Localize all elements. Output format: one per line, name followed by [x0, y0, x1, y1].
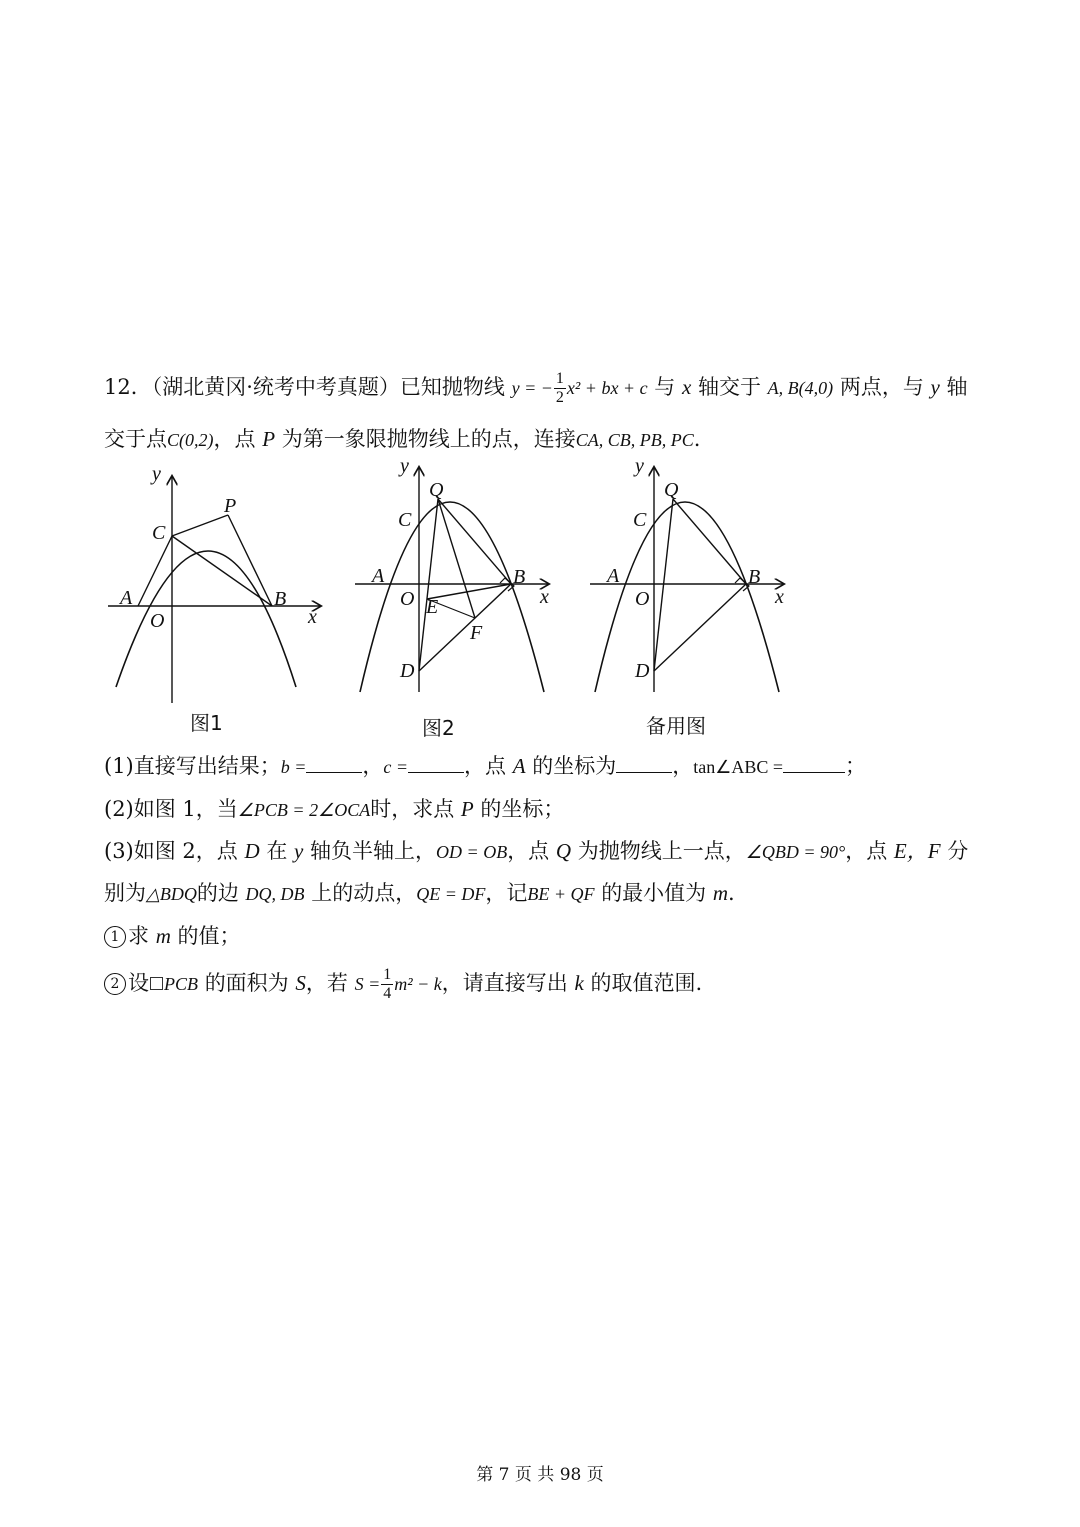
question-text: 轴	[946, 375, 968, 399]
var-Q: Q	[555, 839, 572, 863]
part-2-text: 时，求点	[370, 797, 455, 821]
label-x: x	[775, 586, 784, 608]
frac-num: 1	[555, 370, 564, 387]
segment-CB	[172, 536, 272, 606]
angle-condition: ∠PCB = 2∠OCA	[237, 800, 371, 820]
part-3-text: 在	[266, 839, 288, 863]
separator: ，	[672, 754, 694, 778]
part-3-text: 上的动点，	[311, 881, 417, 905]
part-3-text: ，点	[845, 839, 888, 863]
label-B: B	[513, 566, 526, 588]
parabola	[360, 502, 544, 692]
part-2-text: 的坐标；	[480, 797, 565, 821]
question-text: 已知抛物线	[399, 375, 505, 399]
c-label: c =	[383, 757, 409, 777]
sub-2-text: ，请直接写出	[441, 971, 568, 995]
label-E: E	[426, 596, 439, 618]
sub-question-2	[104, 966, 984, 1003]
sides-DQ-DB: DQ, DB	[245, 884, 305, 904]
var-S: S	[295, 971, 306, 995]
segment-PB	[228, 515, 272, 606]
part-1-prefix: (1)直接写出结果；	[104, 754, 281, 778]
part-3-text: (3)如图 2，点	[104, 839, 238, 863]
label-y: y	[400, 455, 409, 477]
var-P: P	[460, 797, 474, 821]
var-k: k	[574, 971, 584, 995]
label-D: D	[635, 660, 650, 682]
angle-QBD: ∠QBD = 90°	[745, 842, 846, 862]
question-text: .	[693, 427, 701, 451]
segment-QB	[673, 499, 746, 584]
part-2-prefix: (2)如图 1，当	[104, 797, 238, 821]
var-y: y	[294, 839, 304, 863]
label-Q: Q	[664, 479, 679, 501]
question-text: 轴交于	[697, 375, 761, 399]
figure-2	[350, 452, 570, 697]
frac-num: 1	[383, 966, 392, 983]
segment-QD	[419, 499, 438, 671]
label-O: O	[400, 588, 415, 610]
question-text: 与	[654, 375, 676, 399]
part-1-text: 的坐标为	[532, 754, 617, 778]
part-3-text: ，记	[485, 881, 528, 905]
segment-QB	[438, 499, 511, 584]
c-answer-blank[interactable]	[408, 754, 464, 773]
separator: ；	[845, 754, 867, 778]
label-A: A	[120, 587, 133, 609]
part-3-text: 分	[947, 839, 969, 863]
part-3-text: 的边	[196, 881, 239, 905]
segment-DB	[654, 584, 746, 671]
frac-den: 2	[555, 389, 564, 406]
b-label: b =	[280, 757, 307, 777]
label-O: O	[150, 610, 165, 632]
part-3-text: .	[728, 881, 735, 905]
figure-2-diagram	[350, 452, 570, 697]
var-m: m	[155, 924, 171, 948]
separator: ，点	[464, 754, 507, 778]
sub-2-text: ，若	[305, 971, 348, 995]
label-C: C	[398, 509, 412, 531]
figure-1-caption: 图1	[190, 711, 223, 735]
b-answer-blank[interactable]	[306, 754, 362, 773]
question-source: （湖北黄冈·统考中考真题）	[151, 375, 400, 399]
figure-spare-diagram	[585, 452, 805, 697]
label-F: F	[470, 622, 483, 644]
label-Q: Q	[429, 479, 444, 501]
label-O: O	[635, 588, 650, 610]
label-x: x	[540, 586, 549, 608]
circled-number-1: 1	[104, 926, 126, 948]
part-3-text: 轴负半轴上，	[310, 839, 437, 863]
figure-spare-caption: 备用图	[646, 714, 706, 738]
figure-1	[100, 455, 340, 710]
separator: ，	[362, 754, 384, 778]
parabola-eq-rest: x² + bx + c	[566, 378, 648, 398]
eq-QE-DF: QE = DF	[416, 884, 486, 904]
label-C: C	[633, 509, 647, 531]
sub-1-text: 求	[128, 924, 149, 948]
var-EF: E，F	[893, 839, 941, 863]
part-2	[104, 793, 984, 823]
expr-BE-QF: BE + QF	[527, 884, 595, 904]
part-3-text: ，点	[507, 839, 550, 863]
eq-S: S =	[354, 974, 381, 994]
label-P: P	[224, 495, 237, 517]
label-A: A	[607, 565, 620, 587]
var-x: x	[681, 375, 692, 399]
page-footer: 第 7 页 共 98 页	[476, 1465, 604, 1485]
frac-den: 4	[383, 985, 392, 1002]
parabola	[116, 551, 296, 687]
part-3-text: 为抛物线上一点，	[577, 839, 746, 863]
var-A: A	[512, 754, 526, 778]
label-x: x	[308, 606, 317, 628]
part-3-text: 的最小值为	[601, 881, 707, 905]
part-3-line-1	[104, 835, 984, 865]
parabola-eq-y: y = −	[511, 378, 553, 398]
var-D: D	[244, 839, 260, 863]
question-line-1	[104, 370, 984, 407]
part-1	[104, 750, 984, 780]
triangle-BDQ: △BDQ	[146, 884, 197, 904]
circled-number-2: 2	[104, 973, 126, 995]
missing-glyph-box	[150, 977, 163, 990]
segment-PC	[172, 515, 228, 536]
question-text: 两点，与	[839, 375, 924, 399]
parabola	[595, 502, 779, 692]
points-AB: A, B(4,0)	[767, 378, 834, 398]
segments: CA, CB, PB, PC	[575, 430, 694, 450]
segment-QF	[438, 499, 475, 618]
eq-OD-OB: OD = OB	[436, 842, 508, 862]
question-text: 为第一象限抛物线上的点，连接	[281, 427, 576, 451]
question-line-2	[104, 423, 984, 453]
label-D: D	[400, 660, 415, 682]
label-A: A	[372, 565, 385, 587]
sub-question-1	[104, 920, 984, 950]
sub-1-text: 的值；	[177, 924, 241, 948]
A-coord-blank[interactable]	[616, 754, 672, 773]
sub-2-text: 的取值范围.	[590, 971, 703, 995]
figure-spare	[585, 452, 805, 697]
question-number: 12．	[104, 375, 152, 399]
label-y: y	[152, 463, 161, 485]
label-B: B	[748, 566, 761, 588]
segment-QD	[654, 499, 673, 671]
question-text: 交于点	[104, 427, 167, 451]
triangle-PCB: PCB	[164, 974, 198, 994]
figure-1-diagram	[100, 455, 340, 710]
part-3-line-2	[104, 877, 984, 907]
label-B: B	[274, 588, 287, 610]
sub-2-text: 设	[128, 971, 149, 995]
eq-rest: m² − k	[394, 974, 442, 994]
label-y: y	[635, 455, 644, 477]
figure-2-caption: 图2	[422, 716, 455, 740]
tan-answer-blank[interactable]	[783, 754, 845, 773]
var-m: m	[712, 881, 729, 905]
part-3-text: 别为	[104, 881, 146, 905]
label-C: C	[152, 522, 166, 544]
sub-2-text: 的面积为	[204, 971, 289, 995]
point-C: C(0,2)	[167, 430, 214, 450]
half-fraction	[554, 370, 566, 407]
question-text: ，点	[213, 427, 256, 451]
quarter-fraction	[381, 966, 393, 1003]
var-y: y	[930, 375, 940, 399]
tan-label: tan∠ABC =	[693, 757, 784, 777]
var-P: P	[262, 427, 276, 451]
